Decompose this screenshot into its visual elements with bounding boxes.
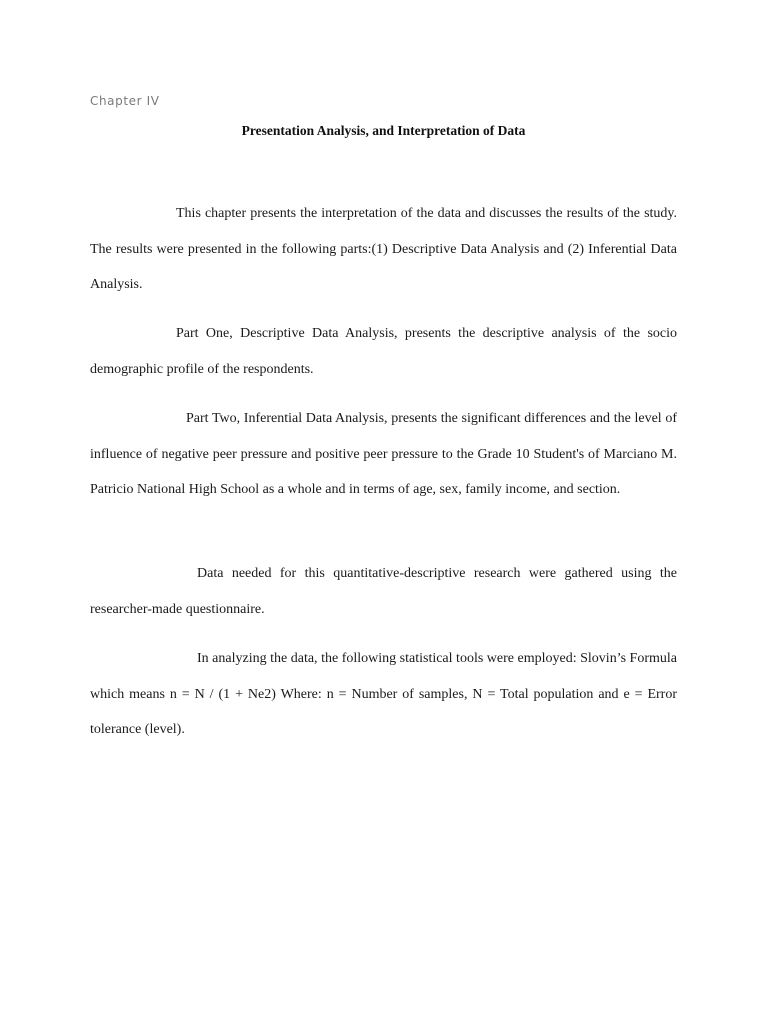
document-title: Presentation Analysis, and Interpretation of Data <box>241 123 526 138</box>
paragraph-statistical-tools: In analyzing the data, the following statistical tools were employed: Slovin’s Formula which means n = N / (1 + Ne2) Where: n = Number of samples, N = Total population and e = Error tolerance (level). <box>90 651 677 737</box>
paragraph-data-gathering: Data needed for this quantitative-descriptive research were gathered using the researcher-made questionnaire. <box>90 566 677 617</box>
chapter-label: Chapter IV <box>90 94 160 108</box>
paragraph-introduction: This chapter presents the interpretation of the data and discusses the results of the study. The results were presented in the following parts:(1) Descriptive Data Analysis and (2) Inferential Data Analysis. <box>90 206 677 292</box>
paragraph-part-two: Part Two, Inferential Data Analysis, presents the significant differences and the level of influence of negative peer pressure and positive peer pressure to the Grade 10 Student's of Marciano M. Patricio National High School as a whole and in terms of age, sex, family income, and section. <box>90 411 677 497</box>
paragraph-part-one: Part One, Descriptive Data Analysis, presents the descriptive analysis of the socio demographic profile of the respondents. <box>90 326 677 377</box>
